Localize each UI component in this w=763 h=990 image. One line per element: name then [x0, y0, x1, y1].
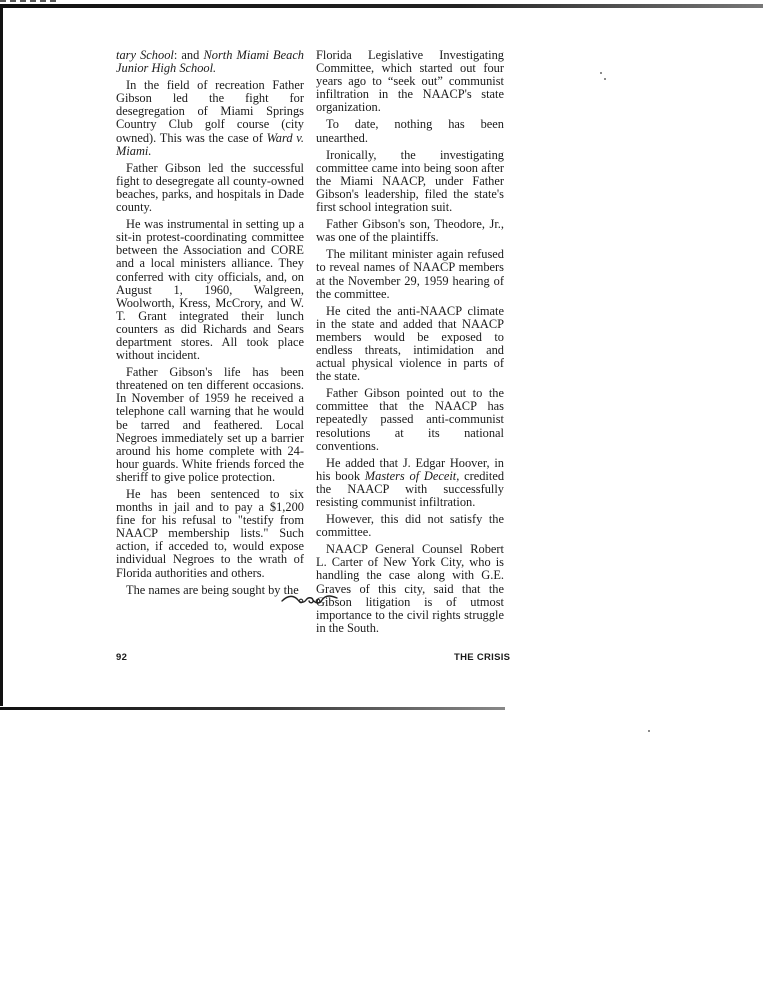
paragraph: The militant minister again refused to reveal names of NAACP members at the November 29, 1959 hearing of the committee. [316, 247, 504, 301]
paragraph: Florida Legislative Investigating Committee, which started out four years ago to “seek out” communist infiltration in the NAACP's state organization. [316, 48, 504, 115]
school-name: tary School [116, 48, 174, 62]
scan-speck [648, 730, 650, 732]
decorative-swash-ornament-icon [280, 592, 340, 608]
paragraph: Father Gibson's son, Theodore, Jr., was one of the plaintiffs. [316, 217, 504, 245]
text-run: In the field of recreation Father Gibson led the fight for desegregation of Miami Springs Country Club golf course (city owned). This was the case of [116, 78, 304, 145]
paragraph: He was instrumental in setting up a sit-in protest-coordinating committee between the Association and CORE and a local ministers alliance. They conferred with city officials, and, on August 1, 1960, Walgreen, Woolworth, Kress, McCrory, and W. T. Grant integrated their lunch counters as did Richards and Sears department stores. All took place without incident. [116, 217, 304, 363]
paragraph: The names are being sought by the [126, 582, 299, 597]
scan-bottom-border [0, 705, 505, 711]
article-column-right [316, 49, 504, 639]
paragraph [116, 79, 304, 158]
scan-top-line [0, 4, 763, 8]
paragraph: NAACP General Counsel Robert L. Carter of New York City, who is handling the case along with G.E. Graves of this city, said that the Gibson litigation is of utmost importance to the civil rights struggle in the South. [316, 542, 504, 635]
school-name: North Miami Beach Junior High School. [116, 48, 305, 76]
text-run: He added that J. Edgar Hoover, in his book [316, 455, 504, 483]
paragraph: Father Gibson pointed out to the committee that the NAACP has repeatedly passed anti-communist resolutions at its national conventions. [316, 386, 504, 453]
paragraph [316, 457, 504, 509]
scan-speck [600, 72, 602, 74]
page-number: 92 [116, 652, 128, 663]
scan-top-border [0, 0, 763, 18]
case-name: Ward v. Miami. [116, 130, 304, 158]
scan-speck [604, 78, 606, 80]
paragraph: He cited the anti-NAACP climate in the state and added that NAACP members would be exposed to endless threats, intimidation and actual physical violence in parts of the state. [316, 303, 504, 384]
paragraph: However, this did not satisfy the committee. [316, 512, 504, 540]
scan-left-edge [0, 6, 3, 706]
paragraph: He has been sentenced to six months in jail and to pay a $1,200 fine for his refusal to "testify from NAACP membership lists." Such action, if acceded to, would expose individual Negroes to the wrath of Florida authorities and others. [116, 487, 304, 580]
paragraph: Father Gibson led the successful fight to desegregate all county-owned beaches, parks, and hospitals in Dade county. [116, 160, 304, 215]
running-head: THE CRISIS [454, 652, 511, 663]
book-title: Masters of Deceit, [364, 468, 460, 483]
paragraph: To date, nothing has been unearthed. [316, 117, 504, 145]
paragraph: Father Gibson's life has been threatened on ten different occasions. In November of 1959 he received a telephone call warning that he would be tarred and feathered. Local Negroes immediately set up a barrier around his home complete with 24-hour guards. White friends forced the sheriff to give police protection. [116, 365, 304, 484]
article-column-left [116, 49, 304, 601]
text-run: credited the NAACP with successfully resisting communist infiltration. [316, 468, 505, 509]
paragraph [116, 49, 304, 75]
scan-dash-mark [0, 0, 60, 2]
paragraph: Ironically, the investigating committee came into being soon after the Miami NAACP, under Father Gibson's leadership, filed the state's first school integration suit. [316, 147, 504, 215]
scan-bottom-line [0, 707, 505, 710]
text-run: : and [173, 48, 204, 62]
